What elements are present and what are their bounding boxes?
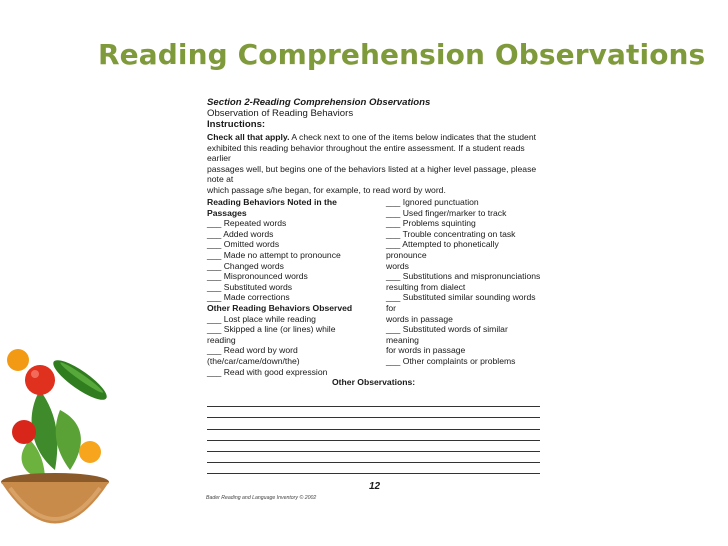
checklist-item: ___ Made no attempt to pronounce (207, 249, 341, 260)
checklist-item: ___ Other complaints or problems (386, 355, 516, 366)
observation-line (207, 430, 540, 441)
slide-title: Reading Comprehension Observations (98, 38, 706, 71)
cucumber-shape (49, 354, 112, 405)
observation-line (207, 396, 540, 407)
checklist-item-cont: resulting from dialect (386, 281, 466, 292)
checklist-item: ___ Substituted similar sounding words (386, 292, 536, 303)
checklist-item: ___ Repeated words (207, 218, 287, 229)
instructions-line: note at (207, 174, 234, 185)
checklist-item: ___ Problems squinting (386, 218, 476, 229)
observation-line (207, 463, 540, 474)
checklist-item: ___ Attempted to phonetically (386, 239, 499, 250)
pepper-shape (7, 349, 29, 371)
observation-line (207, 418, 540, 429)
instructions-line-rest: A check next to one of the items below indicates that the student (291, 132, 536, 142)
other-behaviors-heading: Other Reading Behaviors Observed (207, 302, 353, 313)
reading-behaviors-heading-cont: Passages (207, 207, 247, 218)
reading-behaviors-heading: Reading Behaviors Noted in the (207, 197, 337, 207)
checklist-item: ___ Changed words (207, 260, 284, 271)
checklist-item: ___ Trouble concentrating on task (386, 228, 516, 239)
instructions-line: exhibited this reading behavior throughout the entire assessment. If a student reads (207, 142, 525, 153)
checklist-item: ___ Added words (207, 228, 274, 239)
leaf-shape (56, 410, 81, 470)
observation-line (207, 441, 540, 452)
checklist-item: ___ Made corrections (207, 292, 290, 303)
tomato-shape (25, 365, 55, 395)
instructions-line: which passage s/he began, for example, to read word by word. (207, 184, 446, 195)
checklist-item: ___ Substituted words of similar (386, 324, 508, 335)
instructions-line (207, 132, 536, 143)
checklist-item-cont: pronounce (386, 249, 427, 260)
highlight-shape (31, 370, 39, 378)
instructions-text (207, 132, 536, 196)
checklist-item: ___ Omitted words (207, 239, 280, 250)
instructions-line: passages well, but begins one of the behaviors listed at a higher level passage, please (207, 163, 537, 174)
copyright-footer: Bader Reading and Language Inventory © 2002 (206, 495, 317, 501)
page-number: 12 (369, 481, 381, 492)
checklist-item: ___ Read with good expression (207, 366, 328, 377)
checklist-item: ___ Substituted words (207, 281, 293, 292)
checklist-item-cont: for words in passage (386, 345, 466, 356)
left-behaviors-column (207, 197, 352, 377)
tomato-shape (12, 420, 36, 444)
checklist-item-cont: meaning (386, 334, 419, 345)
checklist-item: ___ Used finger/marker to track (386, 207, 507, 218)
section-title: Section 2-Reading Comprehension Observations (207, 97, 431, 108)
checklist-item: ___ Skipped a line (or lines) while (207, 324, 336, 335)
checklist-item-cont: (the/car/came/down/the) (207, 355, 300, 366)
checklist-item: ___ Mispronounced words (207, 271, 308, 282)
checklist-item: ___ Ignored punctuation (386, 197, 479, 207)
checklist-item: ___ Read word by word (207, 345, 298, 356)
checklist-item-cont: words in passage (386, 313, 453, 324)
checklist-item-cont: words (386, 260, 409, 271)
instructions-line: earlier (207, 153, 231, 164)
checklist-item-cont: reading (207, 334, 236, 345)
other-observations-label: Other Observations: (332, 377, 416, 387)
observation-line (207, 452, 540, 463)
instructions-lead: Check all that apply. (207, 132, 290, 142)
checklist-item: ___ Substitutions and mispronunciations (386, 271, 541, 282)
observation-lines (207, 396, 540, 474)
document-scan (206, 97, 547, 501)
instructions-label: Instructions: (207, 119, 266, 130)
observation-line (207, 407, 540, 418)
checklist-item-cont: for (386, 302, 397, 313)
right-behaviors-column (386, 197, 540, 367)
salad-bowl-illustration (0, 320, 120, 546)
doc-subtitle: Observation of Reading Behaviors (207, 108, 354, 119)
orange-slice-shape (79, 441, 101, 463)
checklist-item: ___ Lost place while reading (207, 313, 316, 324)
